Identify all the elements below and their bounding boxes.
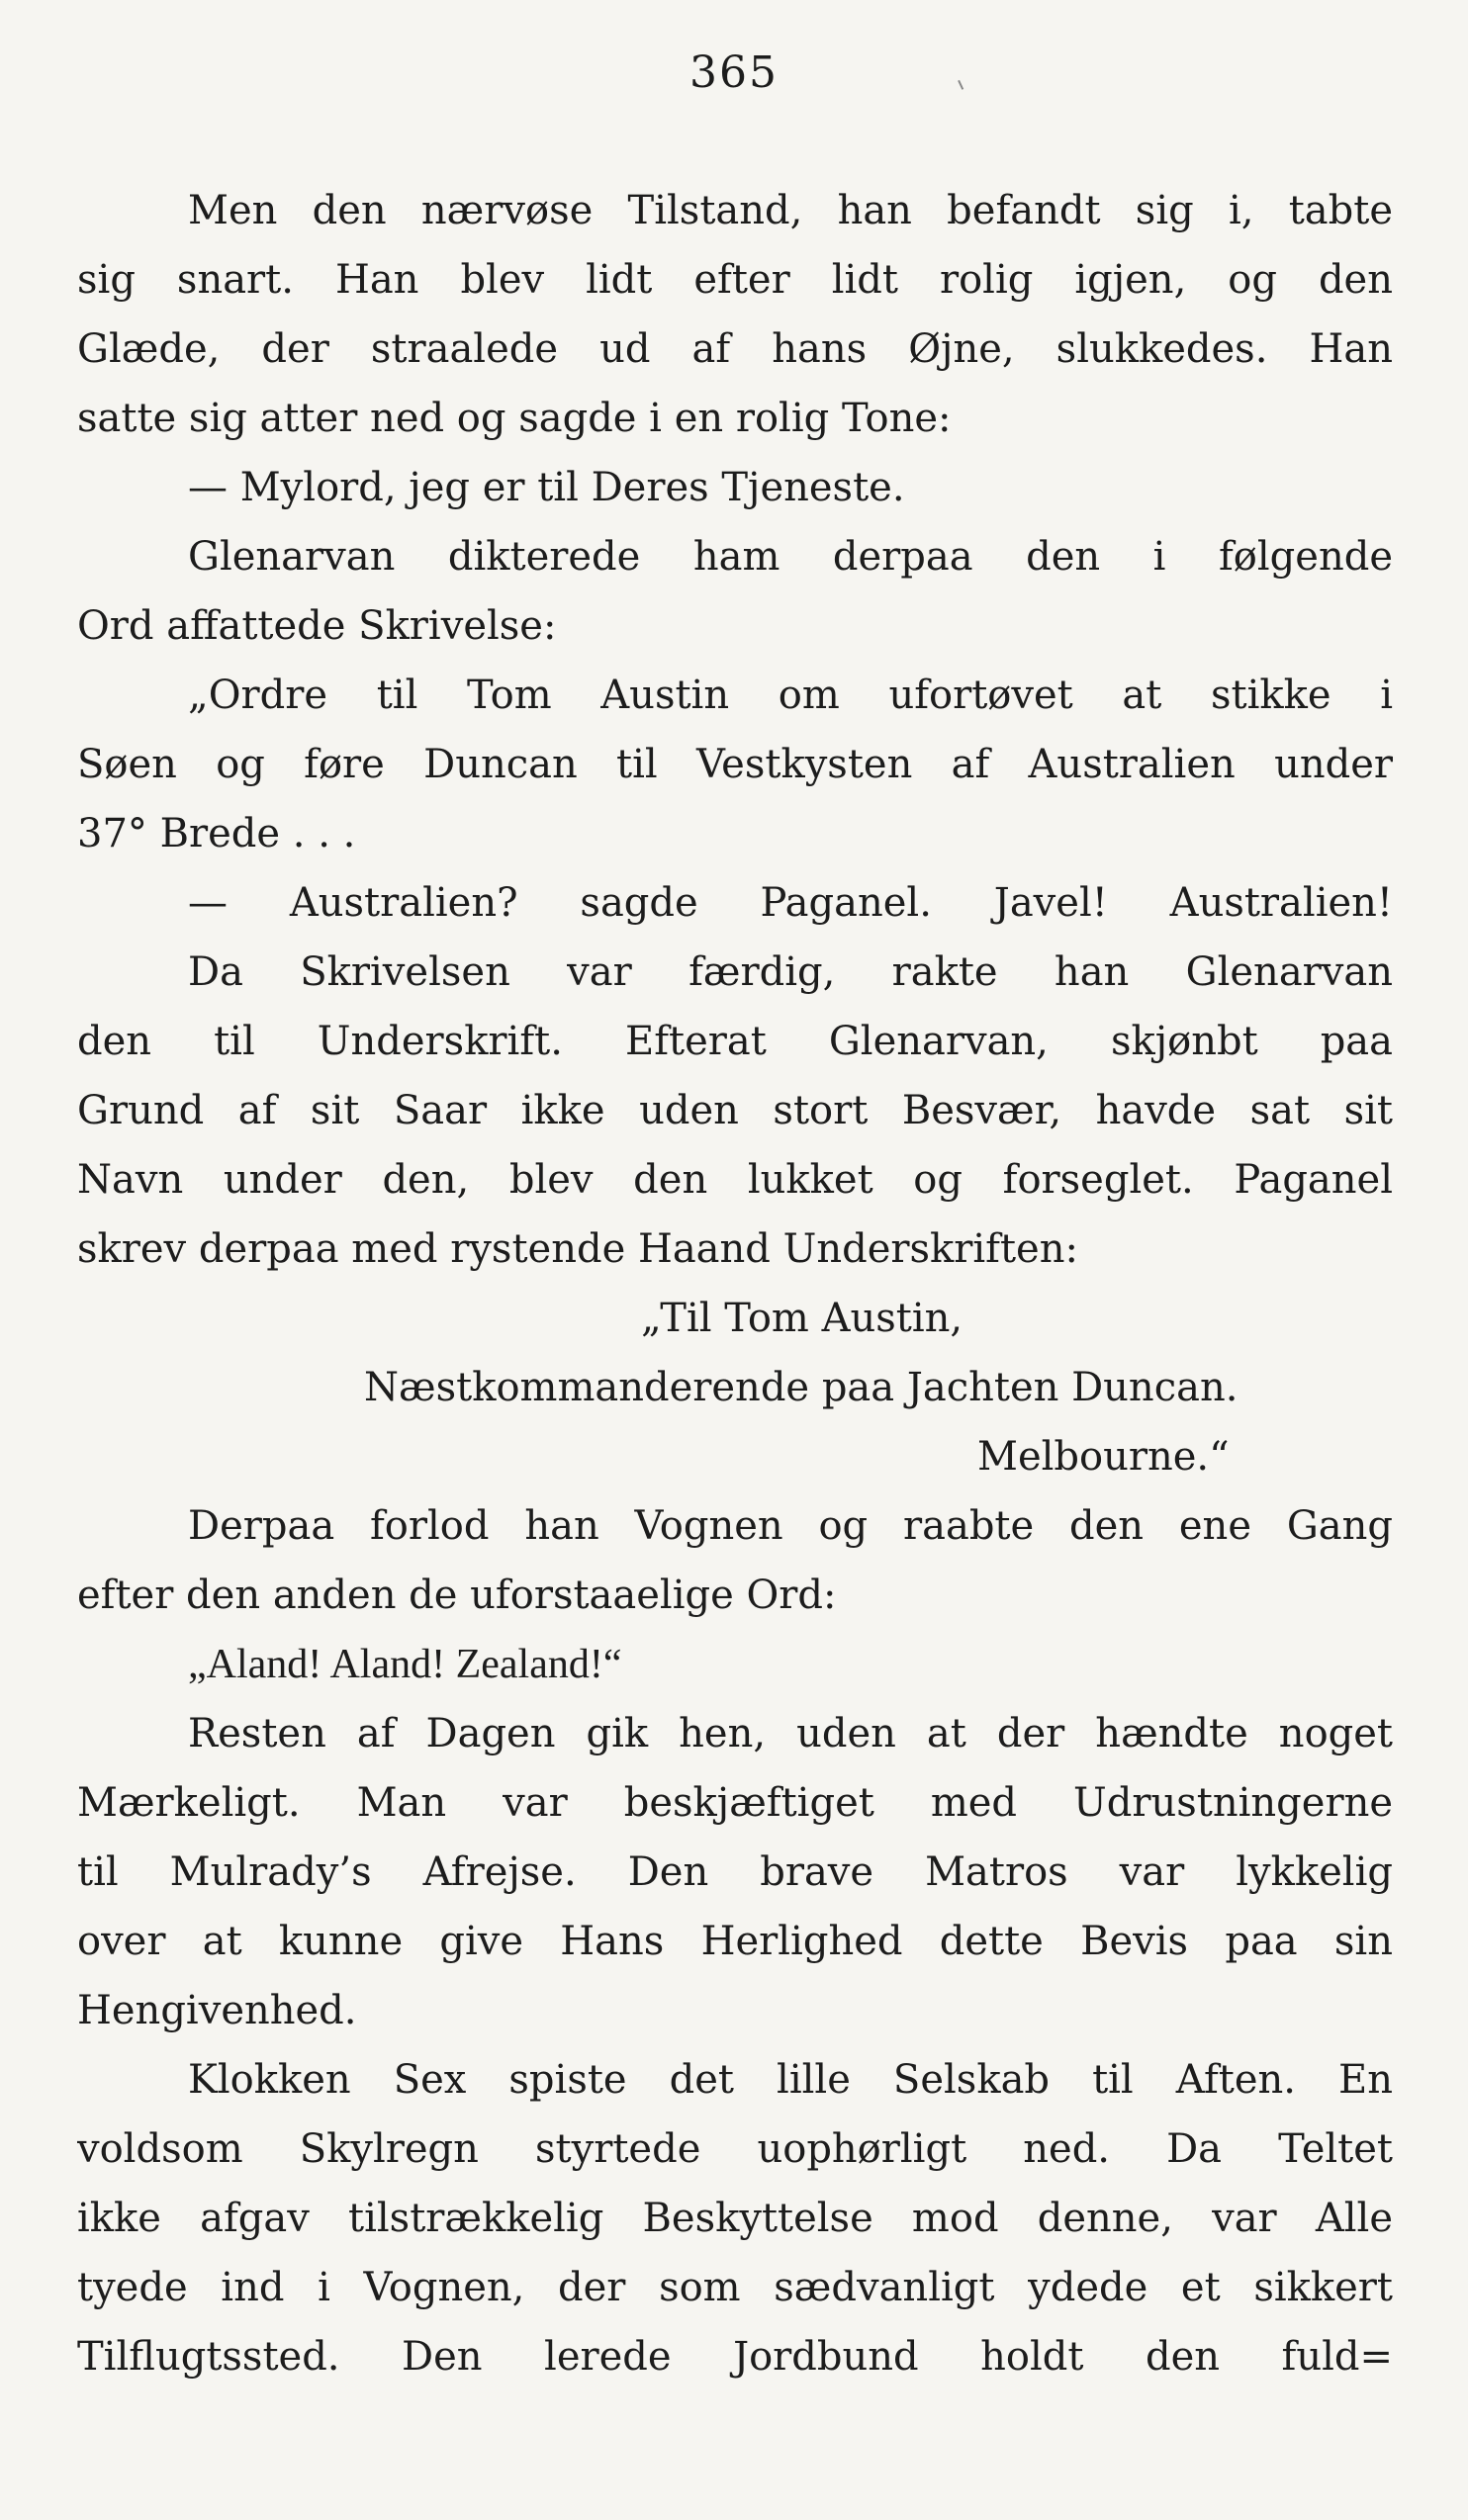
text-line: efter den anden de uforstaaelige Ord: bbox=[77, 1573, 837, 1618]
text-line: sig snart. Han blev lidt efter lidt rolig igjen, og den bbox=[77, 257, 1393, 303]
text-line: 37° Brede . . . bbox=[77, 811, 356, 856]
text-line: voldsom Skylregn styrtede uophørligt ned. Da Teltet bbox=[77, 2126, 1393, 2172]
address-line: Næstkommanderende paa Jachten Duncan. bbox=[364, 1365, 1239, 1410]
text-line: Hengivenhed. bbox=[77, 1988, 357, 2033]
text-line: Derpaa forlod han Vognen og raabte den ene Gang bbox=[188, 1503, 1393, 1549]
text-line: Ord affattede Skrivelse: bbox=[77, 603, 557, 649]
text-line: Glæde, der straalede ud af hans Øjne, slukkedes. Han bbox=[77, 326, 1393, 372]
text-line: Tilflugtssted. Den lerede Jordbund holdt den fuld= bbox=[77, 2334, 1393, 2380]
text-line: ikke afgav tilstrækkelig Beskyttelse mod denne, var Alle bbox=[77, 2196, 1393, 2241]
text-line: „Aland! Aland! Zealand!“ bbox=[188, 1642, 622, 1687]
text-line: Da Skrivelsen var færdig, rakte han Glenarvan bbox=[188, 949, 1393, 995]
text-line: over at kunne give Hans Herlighed dette Bevis paa sin bbox=[77, 1919, 1393, 1964]
text-line: Søen og føre Duncan til Vestkysten af Australien under bbox=[77, 742, 1393, 787]
address-line: „Til Tom Austin, bbox=[641, 1296, 963, 1341]
text-line: Resten af Dagen gik hen, uden at der hændte noget bbox=[188, 1711, 1393, 1756]
page-number: 365 bbox=[689, 47, 779, 98]
text-line: Grund af sit Saar ikke uden stort Besvær, havde sat sit bbox=[77, 1088, 1393, 1133]
text-line: tyede ind i Vognen, der som sædvanligt ydede et sikkert bbox=[77, 2265, 1393, 2310]
text-line: Navn under den, blev den lukket og forseglet. Paganel bbox=[77, 1157, 1393, 1203]
text-line: Glenarvan dikterede ham derpaa den i følgende bbox=[188, 534, 1393, 580]
address-line: Melbourne.“ bbox=[977, 1434, 1230, 1480]
text-line: Mærkeligt. Man var beskjæftiget med Udrustningerne bbox=[77, 1780, 1393, 1826]
text-line: — Australien? sagde Paganel. Javel! Australien! bbox=[188, 880, 1393, 926]
text-line: — Mylord, jeg er til Deres Tjeneste. bbox=[188, 465, 905, 510]
text-line: „Ordre til Tom Austin om ufortøvet at stikke i bbox=[188, 673, 1393, 718]
text-line: den til Underskrift. Efterat Glenarvan, skjønbt paa bbox=[77, 1019, 1393, 1064]
text-line: Men den nærvøse Tilstand, han befandt sig i, tabte bbox=[188, 188, 1393, 233]
text-line: til Mulrady’s Afrejse. Den brave Matros var lykkelig bbox=[77, 1849, 1393, 1895]
text-line: satte sig atter ned og sagde i en rolig Tone: bbox=[77, 396, 952, 441]
text-line: Klokken Sex spiste det lille Selskab til Aften. En bbox=[188, 2057, 1393, 2103]
text-line: skrev derpaa med rystende Haand Underskriften: bbox=[77, 1226, 1078, 1272]
